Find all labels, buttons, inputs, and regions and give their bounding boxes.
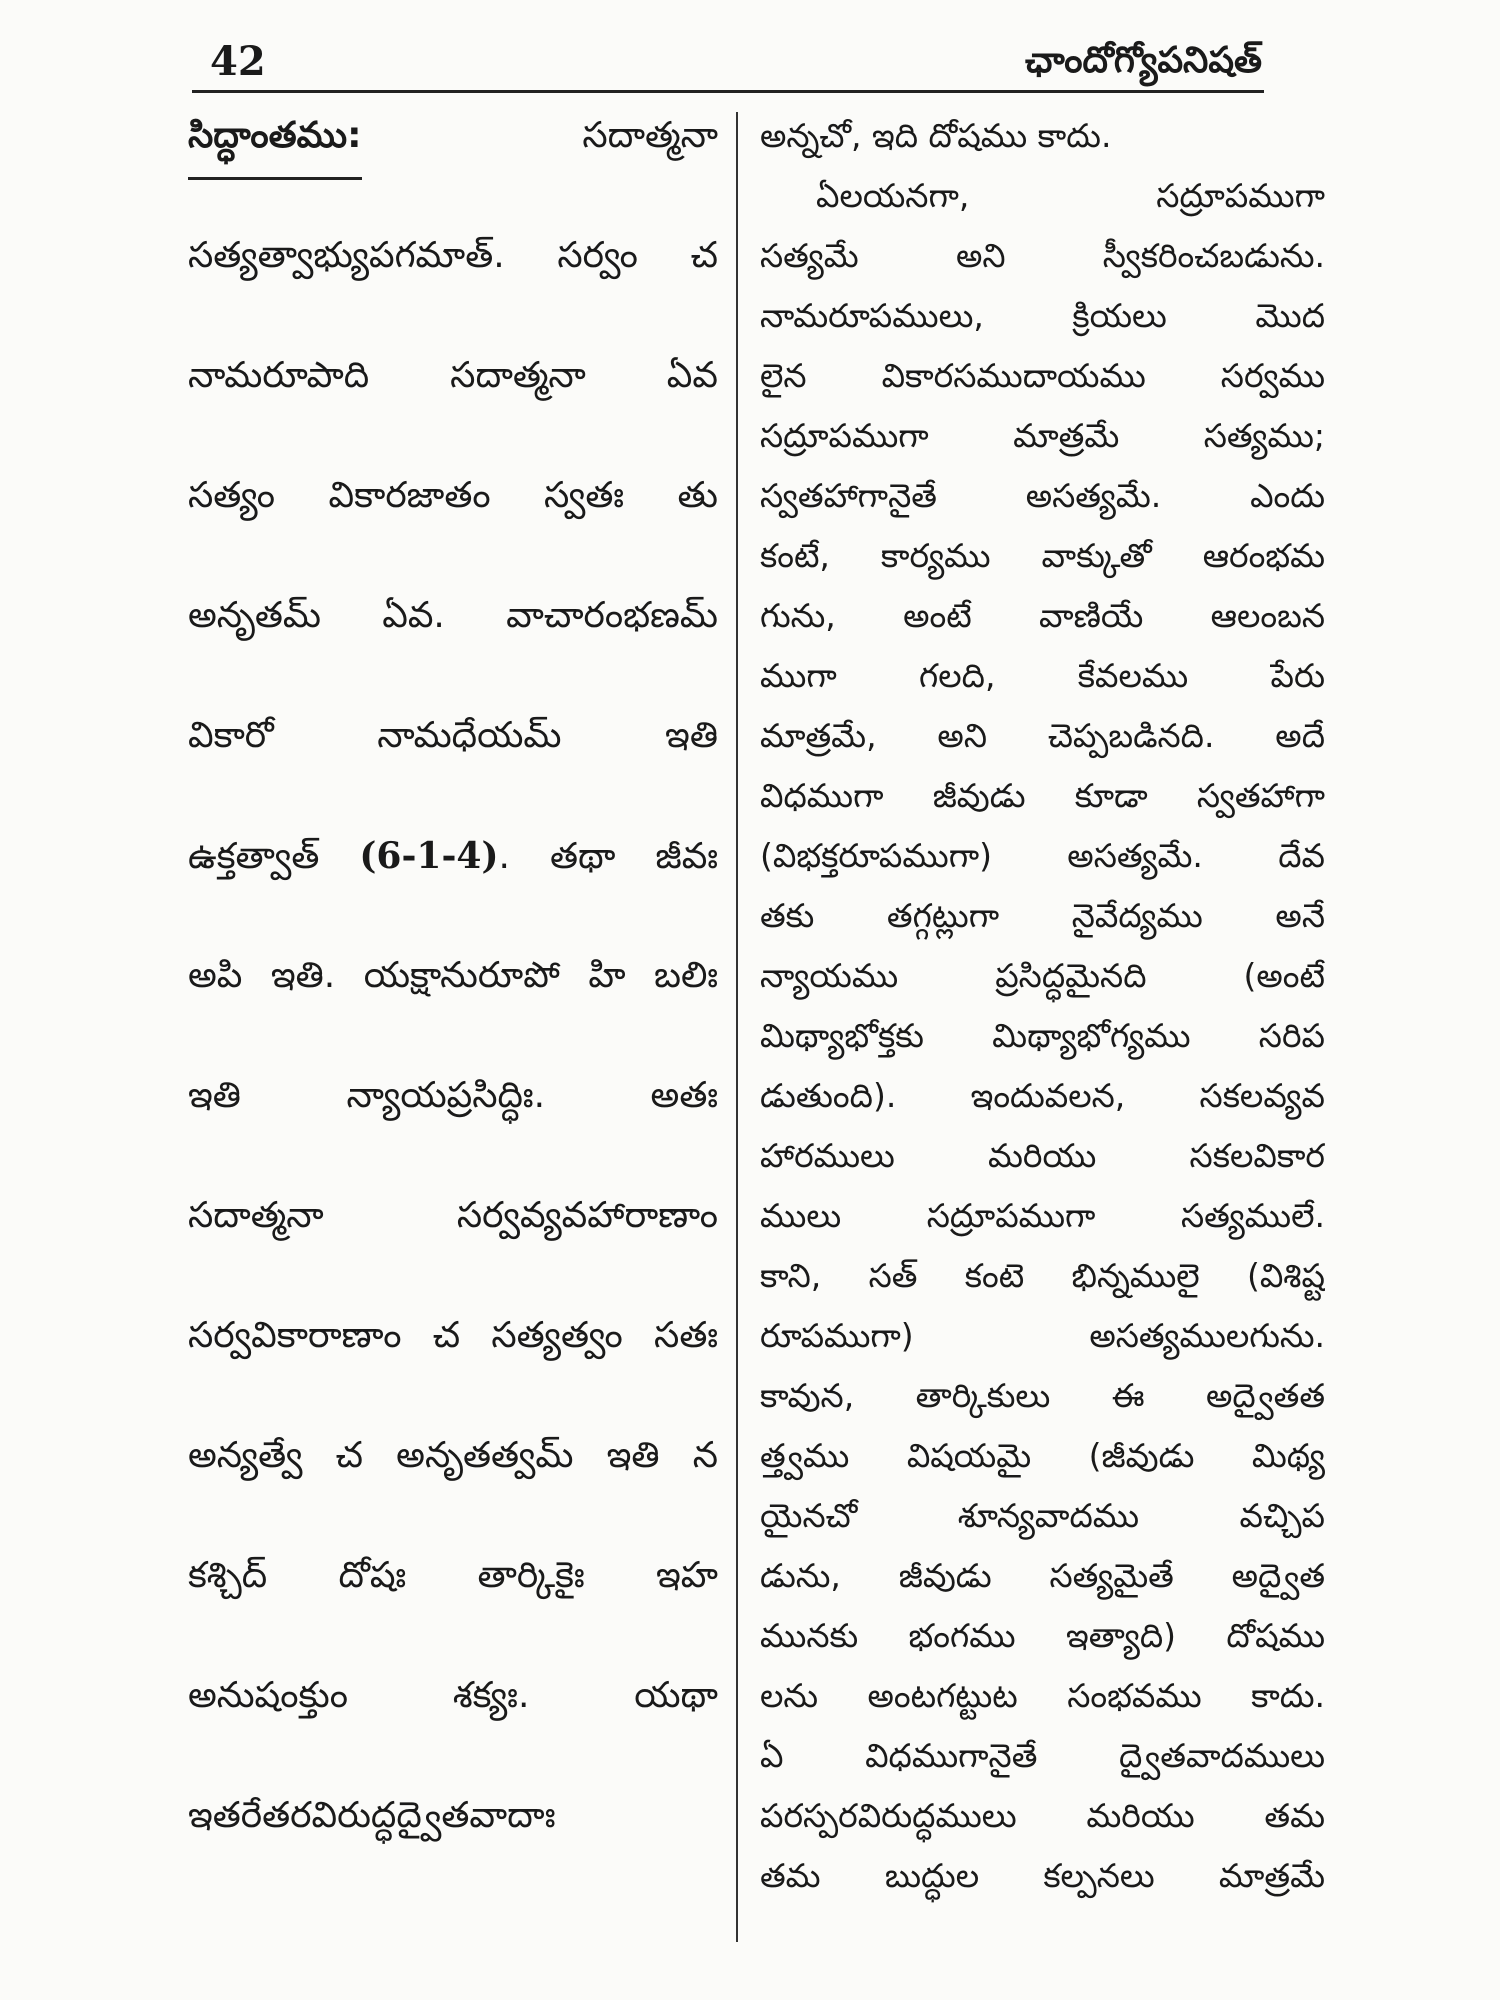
right-line-22: కావున, తార్కికులు ఈ అద్వైతత: [760, 1376, 1325, 1415]
right-line-28: ఏ విధముగానైతే ద్వైతవాదములు: [760, 1736, 1325, 1775]
right-line-23: త్త్వము విషయమై (జీవుడు మిథ్య: [760, 1436, 1325, 1475]
left-line-1: సత్యత్వాభ్యుపగమాత్. సర్వం చ: [188, 235, 718, 276]
right-line-11: మాత్రమే, అని చెప్పబడినది. అదే: [760, 716, 1325, 755]
column-divider: [736, 112, 738, 1942]
right-column-telugu: [760, 106, 1325, 1906]
right-line-29: పరస్పరవిరుద్ధములు మరియు తమ: [760, 1796, 1325, 1835]
right-line-30: తమ బుద్ధుల కల్పనలు మాత్రమే: [760, 1856, 1325, 1895]
right-line-27: లను అంటగట్టుట సంభవము కాదు.: [760, 1676, 1325, 1715]
left-column-sanskrit: [188, 106, 718, 1906]
left-line-6-suffix: . తథా జీవః: [498, 836, 718, 877]
right-line-21: రూపముగా) అసత్యములగును.: [760, 1316, 1325, 1355]
right-line-26: మునకు భంగము ఇత్యాది) దోషము: [760, 1616, 1325, 1655]
right-line-24: యైనచో శూన్యవాదము వచ్చిప: [760, 1496, 1325, 1535]
left-line-6: [188, 826, 718, 946]
right-line-4: నామరూపములు, క్రియలు మొద: [760, 296, 1325, 335]
left-heading-row: [188, 106, 718, 226]
left-line-7: అపి ఇతి. యక్షానురూపో హి బలిః: [188, 955, 718, 996]
verse-reference: (6-1-4): [359, 835, 499, 877]
right-line-8: కంటే, కార్యము వాక్కుతో ఆరంభమ: [760, 536, 1325, 575]
page-number: 42: [210, 38, 266, 85]
left-line-6-prefix: ఉక్తత్వాత్: [188, 836, 360, 877]
left-line-10: సర్వవికారాణాం చ సత్యత్వం సతః: [188, 1315, 718, 1356]
siddhanta-heading: సిద్ధాంతము:: [188, 106, 362, 180]
running-title: ఛాందోగ్యోపనిషత్: [1024, 40, 1262, 81]
right-line-6: సద్రూపముగా మాత్రమే సత్యము;: [760, 416, 1325, 455]
right-line-19: ములు సద్రూపముగా సత్యములే.: [760, 1196, 1325, 1235]
right-line-14: తకు తగ్గట్లుగా నైవేద్యము అనే: [760, 896, 1325, 935]
right-line-20: కాని, సత్ కంటె భిన్నములై (విశిష్ట: [760, 1256, 1325, 1295]
right-line-15: న్యాయము ప్రసిద్ధమైనది (అంటే: [760, 956, 1325, 995]
left-line-5: వికారో నామధేయమ్ ఇతి: [188, 715, 718, 756]
header-rule: [192, 90, 1264, 93]
left-line-13: అనుషంక్తుం శక్యః. యథా: [188, 1675, 718, 1716]
right-line-9: గును, అంటే వాణియే ఆలంబన: [760, 596, 1325, 635]
right-line-7: స్వతహాగానైతే అసత్యమే. ఎందు: [760, 476, 1325, 515]
right-line-17: డుతుంది). ఇందువలన, సకలవ్యవ: [760, 1076, 1325, 1115]
right-line-16: మిథ్యాభోక్తకు మిథ్యాభోగ్యము సరిప: [760, 1016, 1325, 1055]
right-line-18: హారములు మరియు సకలవికార: [760, 1136, 1325, 1175]
heading-rest-text: సదాత్మనా: [582, 115, 718, 156]
left-line-3: సత్యం వికారజాతం స్వతః తు: [188, 475, 718, 516]
right-line-25: డును, జీవుడు సత్యమైతే అద్వైత: [760, 1556, 1325, 1595]
right-line-10: ముగా గలది, కేవలము పేరు: [760, 656, 1325, 695]
right-line-2: ఏలయనగా, సద్రూపముగా: [816, 176, 1325, 215]
left-line-8: ఇతి న్యాయప్రసిద్ధిః. అతః: [188, 1075, 718, 1116]
right-line-12: విధముగా జీవుడు కూడా స్వతహాగా: [760, 776, 1325, 815]
right-line-1: అన్నచో, ఇది దోషము కాదు.: [760, 116, 1112, 155]
left-line-12: కశ్చిద్ దోషః తార్కికైః ఇహ: [188, 1555, 718, 1596]
right-line-13: (విభక్తరూపముగా) అసత్యమే. దేవ: [760, 836, 1325, 875]
right-line-5: లైన వికారసముదాయము సర్వము: [760, 356, 1325, 395]
left-line-9: సదాత్మనా సర్వవ్యవహారాణాం: [188, 1195, 718, 1236]
left-line-14: ఇతరేతరవిరుద్ధద్వైతవాదాః: [188, 1795, 556, 1836]
left-line-11: అన్యత్వే చ అనృతత్వమ్ ఇతి న: [188, 1435, 718, 1476]
left-line-2: నామరూపాది సదాత్మనా ఏవ: [188, 355, 718, 396]
left-line-4: అనృతమ్ ఏవ. వాచారంభణమ్: [188, 595, 718, 636]
right-line-3: సత్యమే అని స్వీకరించబడును.: [760, 236, 1325, 275]
